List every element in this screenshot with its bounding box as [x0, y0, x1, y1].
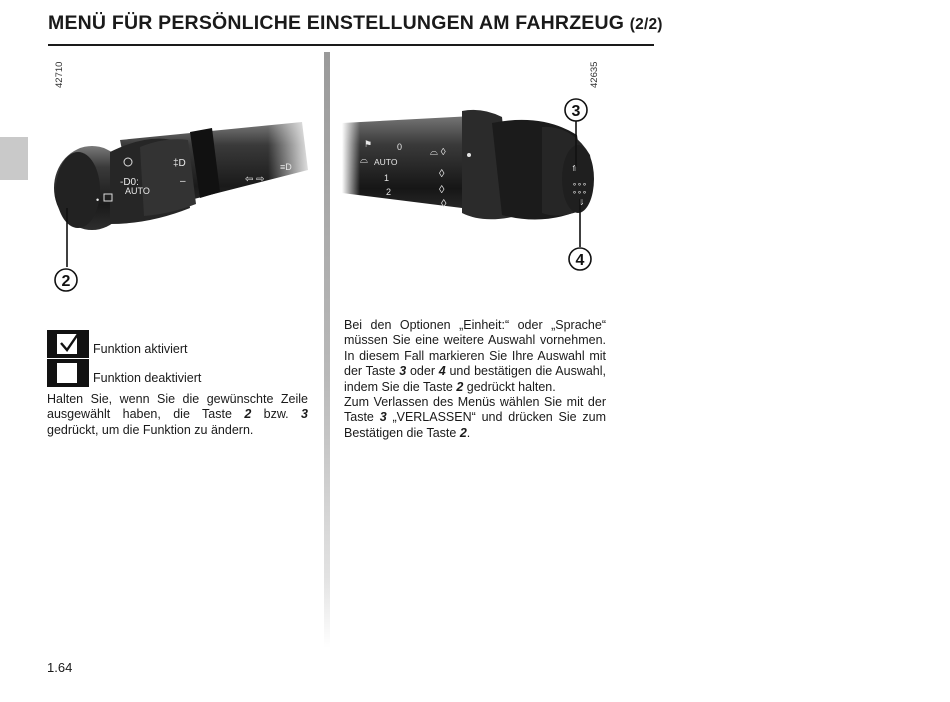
- empty-box-icon: [47, 359, 89, 387]
- svg-text:∘∘∘: ∘∘∘: [572, 188, 588, 197]
- checked-box-icon: [47, 330, 89, 358]
- svg-text:⌓: ⌓: [360, 155, 368, 166]
- right-auto-label: AUTO: [374, 157, 398, 167]
- section-tab-marker: [0, 137, 28, 180]
- svg-text:≡D: ≡D: [280, 162, 292, 172]
- wiper-stalk-illustration: [342, 95, 604, 277]
- key-ref: 4: [438, 364, 446, 379]
- svg-text:1: 1: [384, 173, 390, 183]
- key-ref: 3: [379, 410, 387, 425]
- callout-4: 4: [575, 252, 585, 269]
- right-instruction-paragraph: Bei den Optionen „Einheit:“ oder „Sprache“ müssen Sie eine weitere Auswahl vornehmen. In diesem Fall markieren Sie Ihre Auswahl mit der Taste 3 oder 4 und bestätigen die Auswahl, indem Sie die Taste 2 gedrückt halten. Zum Verlassen des Menüs wählen Sie mit der Taste 3 „VERLASSEN“ und drücken Sie zum Bestätigen die Taste 2.: [344, 318, 606, 440]
- svg-text:0: 0: [397, 142, 403, 152]
- svg-text:-D0:: -D0:: [120, 177, 139, 188]
- column-divider: [324, 52, 330, 648]
- svg-text:–: –: [180, 176, 186, 187]
- key-ref: 3: [301, 407, 308, 422]
- legend-deactivated-label: Funktion deaktiviert: [93, 371, 202, 385]
- page-number: 1.64: [47, 660, 73, 675]
- key-ref: 2: [456, 379, 464, 394]
- svg-text:◊: ◊: [439, 184, 445, 196]
- left-instruction-paragraph: Halten Sie, wenn Sie die gewünschte Zeile ausgewählt haben, die Taste 2 bzw. 3 gedrückt, um die Funktion zu ändern.: [47, 392, 308, 437]
- svg-text:2: 2: [386, 187, 392, 197]
- svg-text:⌓ ◊: ⌓ ◊: [430, 147, 446, 158]
- callout-3: 3: [571, 103, 581, 120]
- left-image-code: 42710: [54, 61, 65, 88]
- page-title: [48, 12, 663, 35]
- svg-text:⇓: ⇓: [578, 198, 585, 207]
- svg-text:•: •: [96, 195, 100, 205]
- key-ref: 3: [399, 364, 407, 379]
- key-ref: 2: [244, 407, 252, 422]
- page-title-suffix: (2/2): [629, 16, 663, 33]
- key-ref: 2: [459, 425, 467, 440]
- svg-text:‡D: ‡D: [173, 158, 186, 169]
- title-underline: [48, 44, 654, 46]
- light-stalk-illustration: [40, 112, 315, 297]
- svg-text:⇑: ⇑: [571, 164, 578, 173]
- svg-text:◊: ◊: [439, 168, 445, 180]
- legend-activated-label: Funktion aktiviert: [93, 342, 188, 356]
- callout-2: 2: [61, 273, 71, 290]
- left-auto-label: AUTO: [125, 186, 150, 196]
- svg-text:◊: ◊: [441, 198, 447, 210]
- page-title-text: MENÜ FÜR PERSÖNLICHE EINSTELLUNGEN AM FAHRZEUG: [48, 12, 625, 34]
- svg-text:⚑: ⚑: [364, 139, 373, 149]
- svg-text:∘∘∘: ∘∘∘: [572, 180, 588, 189]
- right-image-code: 42635: [589, 61, 600, 88]
- svg-text:⇦ ⇨: ⇦ ⇨: [245, 174, 265, 185]
